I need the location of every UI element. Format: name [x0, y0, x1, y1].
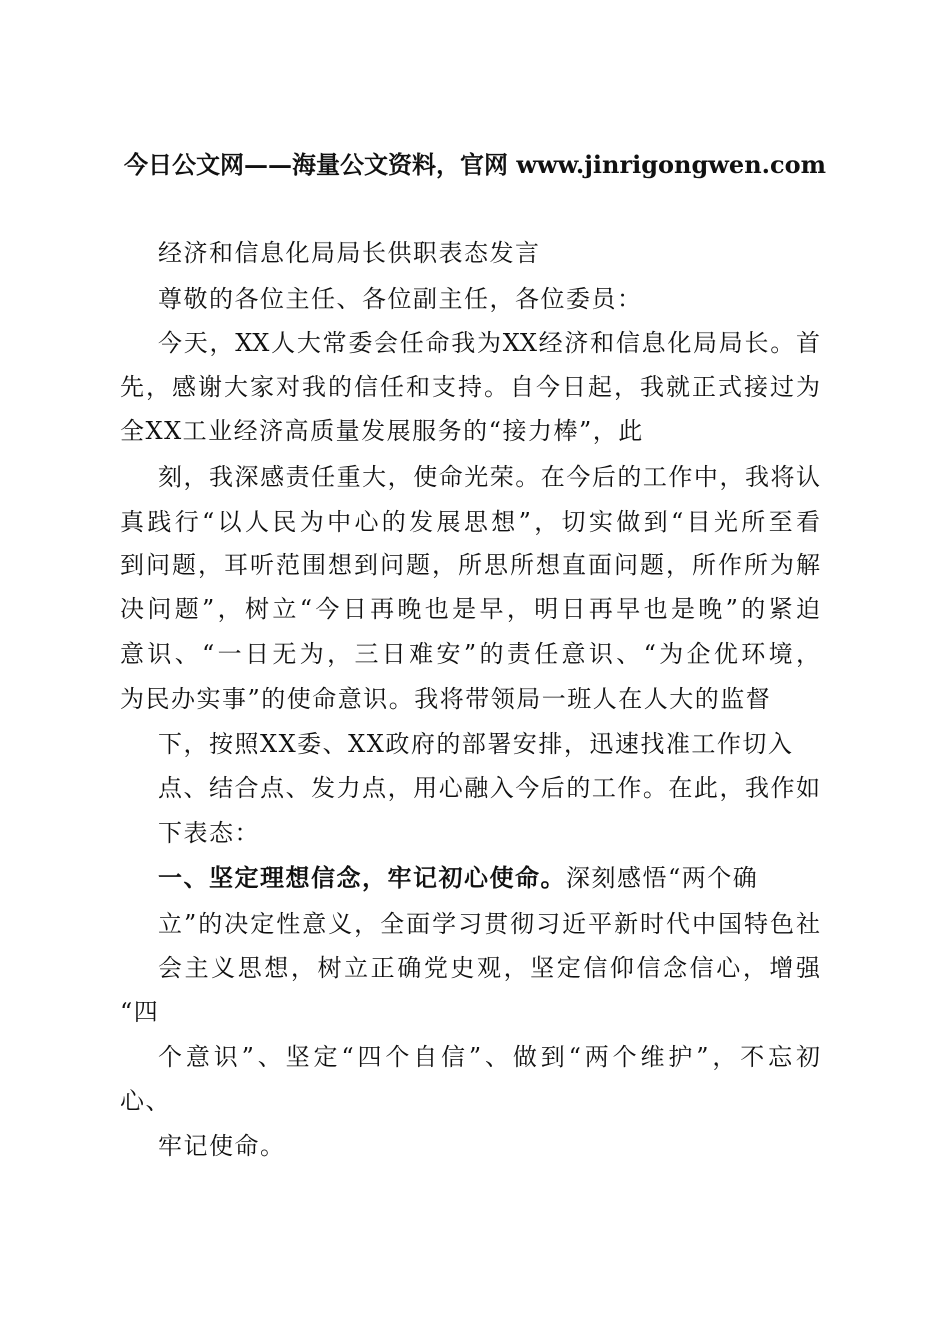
section-heading-line: [158, 863, 758, 893]
paragraph-line: 点、结合点、发力点，用心融入今后的工作。在此，我作如: [158, 774, 820, 802]
paragraph-line: 今天，XX人大常委会任命我为XX经济和信息化局局长。首: [158, 329, 820, 357]
paragraph-line: “四: [120, 998, 160, 1026]
site-header: 今日公文网——海量公文资料，官网 www.jinrigongwen.com: [123, 150, 827, 179]
section-heading: 一、坚定理想信念，牢记初心使命。: [158, 863, 566, 892]
paragraph-line: 全XX工业经济高质量发展服务的“接力棒”，此: [120, 417, 644, 445]
paragraph-line: 下表态：: [158, 819, 260, 847]
paragraph-line: 为民办实事”的使命意识。我将带领局一班人在人大的监督: [120, 685, 772, 713]
paragraph-line: 先，感谢大家对我的信任和支持。自今日起，我就正式接过为: [120, 373, 820, 401]
paragraph-line: 决问题”，树立“今日再晚也是早，明日再早也是晚”的紧迫: [120, 595, 820, 623]
paragraph-line: 个意识”、坚定“四个自信”、做到“两个维护”，不忘初: [158, 1043, 820, 1071]
paragraph-line: 真践行“以人民为中心的发展思想”，切实做到“目光所至看: [120, 508, 820, 536]
document-title: 经济和信息化局局长供职表态发言: [158, 239, 541, 267]
section-lead: 深刻感悟“两个确: [566, 864, 759, 892]
paragraph-line: 下，按照XX委、XX政府的部署安排，迅速找准工作切入: [158, 730, 794, 758]
paragraph-line: 牢记使命。: [158, 1132, 286, 1160]
paragraph-line: 立”的决定性意义，全面学习贯彻习近平新时代中国特色社: [158, 910, 820, 938]
paragraph-line: 刻，我深感责任重大，使命光荣。在今后的工作中，我将认: [158, 463, 820, 491]
paragraph-line: 意识、“一日无为，三日难安”的责任意识、“为企优环境，: [120, 640, 820, 668]
salutation: 尊敬的各位主任、各位副主任，各位委员：: [158, 285, 643, 313]
paragraph-line: 到问题，耳听范围想到问题，所思所想直面问题，所作所为解: [120, 551, 820, 579]
paragraph-line: 会主义思想，树立正确党史观，坚定信仰信念信心，增强: [158, 954, 820, 982]
paragraph-line: 心、: [120, 1087, 171, 1115]
